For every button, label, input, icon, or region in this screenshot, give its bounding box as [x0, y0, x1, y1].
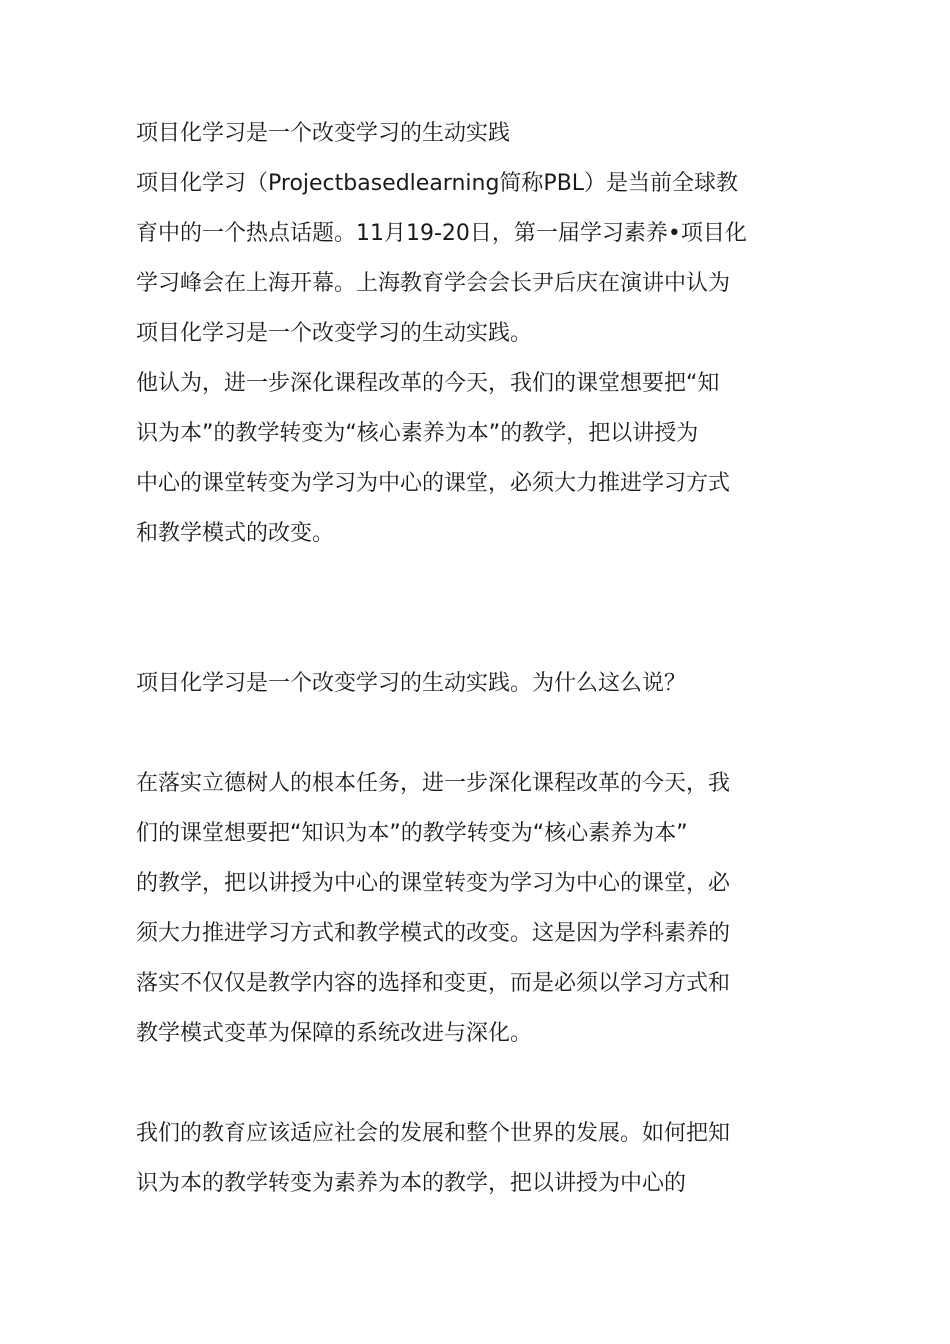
document-body	[136, 109, 816, 1209]
paragraph-line: 落实不仅仅是教学内容的选择和变更，而是必须以学习方式和	[136, 971, 731, 996]
paragraph-opinion	[136, 359, 816, 559]
paragraph-line: 和教学模式的改变。	[136, 521, 335, 546]
paragraph-line: 学习峰会在上海开幕。上海教育学会会长尹后庆在演讲中认为	[136, 271, 731, 296]
paragraph-intro	[136, 159, 816, 359]
document-heading: 项目化学习是一个改变学习的生动实践	[136, 121, 511, 146]
paragraph-line: 们的课堂想要把“知识为本”的教学转变为“核心素养为本”	[136, 821, 688, 846]
paragraph-line: 的教学，把以讲授为中心的课堂转变为学习为中心的课堂，必	[136, 871, 731, 896]
paragraph-line: 识为本的教学转变为素养为本的教学，把以讲授为中心的	[136, 1171, 687, 1196]
section-spacer	[136, 559, 816, 659]
paragraph-line: 项目化学习（Projectbasedlearning简称PBL）是当前全球教	[136, 171, 739, 196]
section-spacer	[136, 709, 816, 759]
paragraph-line: 教学模式变革为保障的系统改进与深化。	[136, 1021, 533, 1046]
paragraph-line: 在落实立德树人的根本任务，进一步深化课程改革的今天，我	[136, 771, 731, 796]
paragraph-line: 他认为，进一步深化课程改革的今天，我们的课堂想要把“知	[136, 371, 720, 396]
question-line: 项目化学习是一个改变学习的生动实践。为什么这么说？	[136, 671, 687, 696]
question-heading	[136, 659, 816, 709]
paragraph-line: 中心的课堂转变为学习为中心的课堂，必须大力推进学习方式	[136, 471, 731, 496]
paragraph-line: 我们的教育应该适应社会的发展和整个世界的发展。如何把知	[136, 1121, 731, 1146]
paragraph-line: 识为本”的教学转变为“核心素养为本”的教学，把以讲授为	[136, 421, 699, 446]
paragraph-line: 须大力推进学习方式和教学模式的改变。这是因为学科素养的	[136, 921, 731, 946]
paragraph-line: 育中的一个热点话题。11月19-20日，第一届学习素养•项目化	[136, 221, 747, 246]
paragraph-line: 项目化学习是一个改变学习的生动实践。	[136, 321, 533, 346]
section-spacer	[136, 1059, 816, 1109]
paragraph-society	[136, 1109, 816, 1209]
paragraph-answer	[136, 759, 816, 1059]
